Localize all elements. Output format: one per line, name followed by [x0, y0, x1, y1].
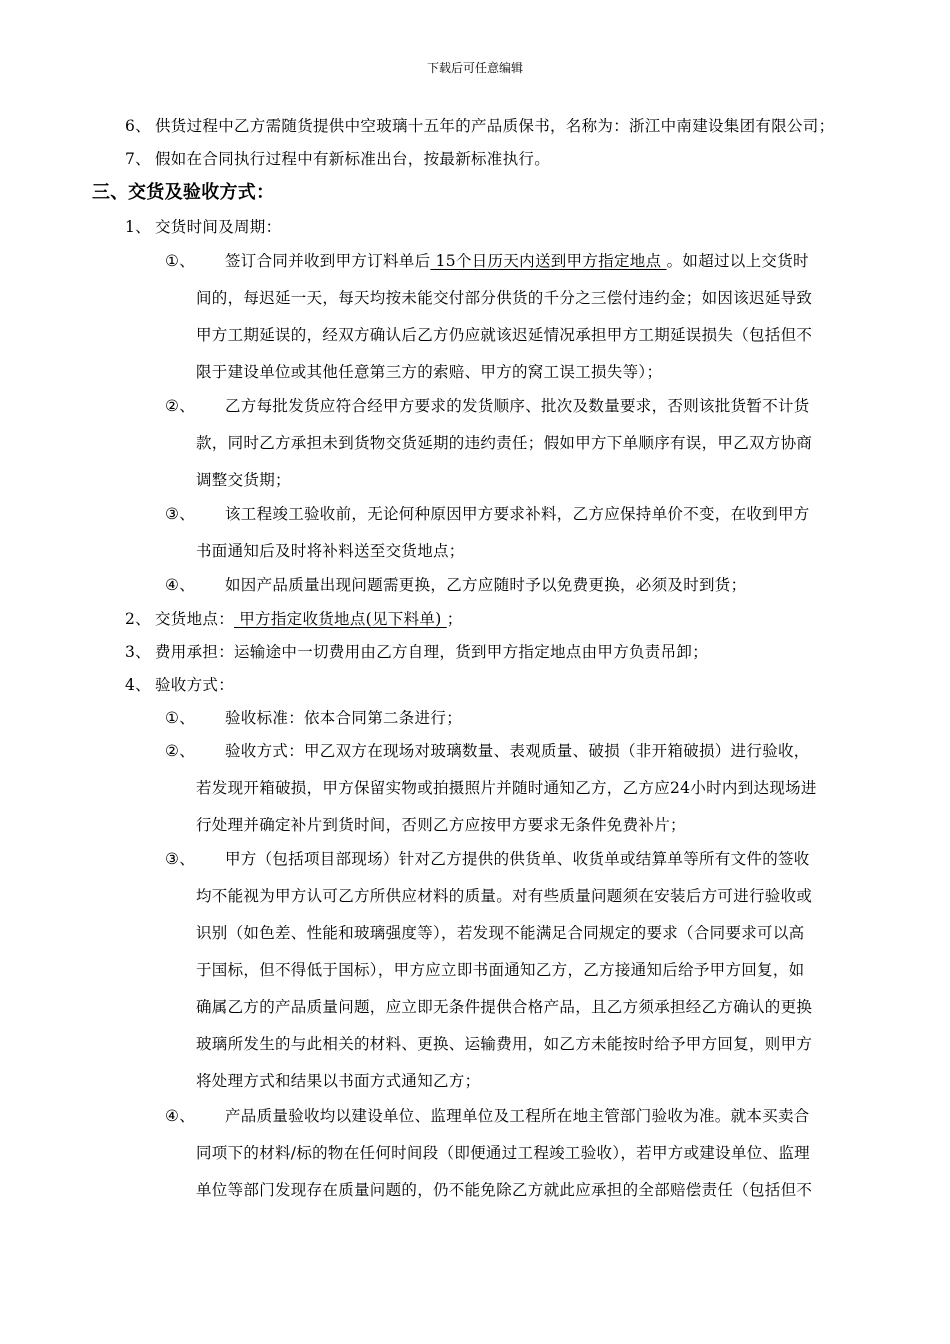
subitem-continuation: 玻璃所发生的与此相关的材料、更换、运输费用，如乙方未能按时给予甲方回复，则甲方: [196, 1035, 813, 1053]
item-3: [125, 642, 708, 662]
subitem-continuation: 将处理方式和结果以书面方式通知乙方；: [196, 1072, 481, 1090]
subitem-continuation: 若发现开箱破损，甲方保留实物或拍摄照片并随时通知乙方，乙方应24小时内到达现场进: [196, 779, 817, 797]
subitem-continuation: 识别（如色差、性能和玻璃强度等），若发现不能满足合同规定的要求（合同要求可以高: [196, 924, 805, 942]
subitem-continuation: 甲方工期延误的，经双方确认后乙方仍应就该迟延情况承担甲方工期延误损失（包括但不: [196, 326, 813, 344]
subitem-1-3: [165, 504, 810, 524]
subitem-continuation: 单位等部门发现存在质量问题的，仍不能免除乙方就此应承担的全部赔偿责任（包括但不: [196, 1181, 813, 1199]
clause-text: 供货过程中乙方需随货提供中空玻璃十五年的产品质保书，名称为：浙江中南建设集团有限公司；: [155, 117, 835, 135]
subitem-continuation: 确属乙方的产品质量问题，应立即无条件提供合格产品，且乙方须承担经乙方确认的更换: [196, 998, 813, 1016]
clause-number: 7、: [125, 150, 151, 168]
subitem-continuation: 限于建设单位或其他任意第三方的索赔、甲方的窝工误工损失等）；: [196, 363, 663, 381]
subitem-1-1: [165, 251, 809, 271]
subitem-4-1: [165, 708, 462, 728]
section-number: 三、: [92, 182, 129, 203]
subitem-continuation: 同项下的材料/标的物在任何时间段（即便通过工程竣工验收），若甲方或建设单位、监理: [196, 1144, 810, 1162]
item-number: 4、: [125, 676, 151, 694]
subitem-number: ③、: [165, 850, 195, 868]
subitem-continuation: 均不能视为甲方认可乙方所供应材料的质量。对有些质量问题须在安装后方可进行验收或: [196, 887, 813, 905]
underlined-term: 15个日历天内送到甲方指定地点: [430, 252, 667, 270]
clause-text: 假如在合同执行过程中有新标准出台，按最新标准执行。: [155, 150, 551, 168]
subitem-number: ③、: [165, 505, 195, 523]
subitem-text: 验收方式：甲乙双方在现场对玻璃数量、表观质量、破损（非开箱破损）进行验收，: [225, 742, 810, 760]
item-number: 1、: [125, 218, 151, 236]
subitem-number: ④、: [165, 1107, 195, 1125]
subitem-1-2: [165, 396, 810, 416]
clause-6: [125, 116, 834, 136]
subitem-text: 乙方每批发货应符合经甲方要求的发货顺序、批次及数量要求，否则该批货暂不计货: [225, 397, 810, 415]
section-heading: [92, 182, 274, 204]
item-text: 验收方式：: [155, 676, 235, 694]
subitem-1-4: [165, 575, 746, 595]
underlined-term: 甲方指定收货地点(见下料单): [234, 610, 447, 628]
item-2: [125, 609, 463, 629]
subitem-text: 甲方（包括项目部现场）针对乙方提供的供货单、收货单或结算单等所有文件的签收: [225, 850, 810, 868]
subitem-number: ④、: [165, 576, 195, 594]
subitem-number: ①、: [165, 709, 195, 727]
subitem-continuation: 款，同时乙方承担未到货物交货延期的违约责任；假如甲方下单顺序有误，甲乙双方协商: [196, 434, 813, 452]
subitem-continuation: 书面通知后及时将补料送至交货地点；: [196, 542, 465, 560]
subitem-number: ②、: [165, 397, 195, 415]
item-4: [125, 675, 234, 695]
item-text: 交货时间及周期：: [155, 218, 282, 236]
subitem-4-4: [165, 1106, 810, 1126]
item-text: 费用承担：运输途中一切费用由乙方自理，货到甲方指定地点由甲方负责吊卸；: [155, 643, 709, 661]
subitem-text: 产品质量验收均以建设单位、监理单位及工程所在地主管部门验收为准。就本买卖合: [225, 1107, 810, 1125]
subitem-continuation: 于国标，但不得低于国标），甲方应立即书面通知乙方，乙方接通知后给予甲方回复，如: [196, 961, 805, 979]
subitem-number: ①、: [165, 252, 195, 270]
item-text: 交货地点：: [155, 610, 235, 628]
subitem-continuation: 调整交货期；: [196, 471, 291, 489]
item-text-tail: ；: [446, 610, 463, 628]
subitem-continuation: 行处理并确定补片到货时间，否则乙方应按甲方要求无条件免费补片；: [196, 816, 686, 834]
subitem-text: 该工程竣工验收前，无论何种原因甲方要求补料，乙方应保持单价不变，在收到甲方: [225, 505, 810, 523]
clause-number: 6、: [125, 117, 151, 135]
item-number: 3、: [125, 643, 151, 661]
subitem-text-tail: 。如超过以上交货时: [666, 252, 809, 270]
item-number: 2、: [125, 610, 151, 628]
subitem-4-3: [165, 849, 810, 869]
subitem-text: 签订合同并收到甲方订料单后: [225, 252, 431, 270]
subitem-continuation: 间的，每迟延一天，每天均按未能交付部分供货的千分之三偿付违约金；如因该迟延导致: [196, 289, 813, 307]
subitem-text: 验收标准：依本合同第二条进行；: [225, 709, 463, 727]
item-1: [125, 217, 281, 237]
subitem-4-2: [165, 741, 810, 761]
page-header: 下载后可任意编辑: [426, 61, 523, 75]
clause-7: [125, 149, 550, 169]
subitem-number: ②、: [165, 742, 195, 760]
subitem-text: 如因产品质量出现问题需更换，乙方应随时予以免费更换，必须及时到货；: [225, 576, 747, 594]
section-title: 交货及验收方式：: [128, 182, 275, 203]
